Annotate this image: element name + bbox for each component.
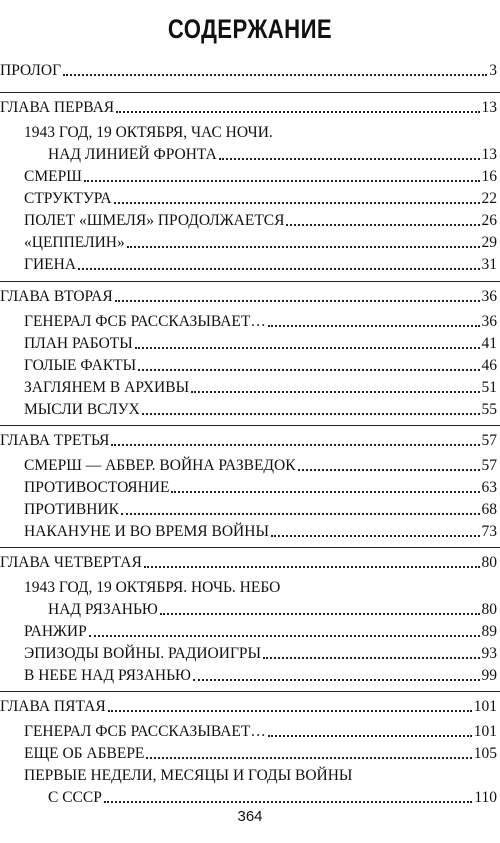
toc-entry-page: 68 [481, 501, 497, 518]
toc-entry-title: «ЦЕППЕЛИН» [24, 234, 125, 251]
dot-leader [144, 566, 480, 568]
toc-section-entry[interactable] [24, 523, 497, 541]
toc-entry-page: 93 [481, 645, 497, 662]
toc-entry-page: 36 [481, 313, 497, 330]
toc-chapter-entry[interactable] [0, 698, 497, 716]
toc-section-entry[interactable] [24, 457, 497, 475]
toc-section-entry[interactable] [24, 723, 497, 741]
toc-entry-title: ПОЛЕТ «ШМЕЛЯ» ПРОДОЛЖАЕТСЯ [24, 212, 285, 229]
dot-leader [286, 224, 479, 226]
dot-leader [127, 246, 480, 248]
dot-leader [89, 635, 480, 637]
toc-entry-title: ГЕНЕРАЛ ФСБ РАССКАЗЫВАЕТ… [24, 313, 266, 330]
page-number: 364 [237, 808, 263, 825]
dot-leader [121, 513, 480, 515]
toc-entry-page: 13 [481, 99, 497, 116]
toc-entry-title: ГЛАВА ТРЕТЬЯ [0, 432, 110, 449]
toc-entry-page: 89 [481, 623, 497, 640]
toc-section-entry[interactable] [24, 667, 497, 685]
toc-section-entry[interactable] [24, 190, 497, 208]
toc-entry-title: ПЛАН РАБОТЫ [24, 335, 133, 352]
toc-entry-page: 105 [473, 745, 497, 762]
toc-entry-title: ГЛАВА ПЕРВАЯ [0, 99, 115, 116]
toc-entry-title: ЗАГЛЯНЕМ В АРХИВЫ [24, 379, 190, 396]
toc-entry-title-line[interactable]: 1943 ГОД, 19 ОКТЯБРЯ, ЧАС НОЧИ. [24, 124, 273, 141]
toc-section-entry[interactable] [24, 745, 497, 763]
toc-entry-title: ПРОТИВНИК [24, 501, 119, 518]
chapter-divider [0, 425, 500, 426]
toc-section-entry[interactable] [48, 601, 497, 619]
dot-leader [271, 535, 480, 537]
dot-leader [135, 347, 480, 349]
toc-entry-page: 16 [481, 168, 497, 185]
dot-leader [263, 657, 479, 659]
toc-entry-page: 55 [481, 401, 497, 418]
toc-entry-page: 51 [481, 379, 497, 396]
toc-entry-title: ГЛАВА ПЯТАЯ [0, 698, 106, 715]
toc-entry-page: 26 [481, 212, 497, 229]
toc-section-entry[interactable] [24, 256, 497, 274]
toc-entry-page: 73 [481, 523, 497, 540]
toc-entry-title: ПРОТИВОСТОЯНИЕ [24, 479, 170, 496]
toc-entry-page: 99 [481, 667, 497, 684]
toc-chapter-entry[interactable] [0, 99, 497, 117]
dot-leader [114, 202, 480, 204]
toc-entry-page: 57 [481, 457, 497, 474]
dot-leader [142, 413, 480, 415]
toc-section-entry[interactable] [24, 313, 497, 331]
dot-leader [268, 735, 472, 737]
dot-leader [111, 444, 479, 446]
toc-entry-title: ПРОЛОГ [0, 62, 62, 79]
toc-section-entry[interactable] [24, 357, 497, 375]
toc-entry-page: 46 [481, 357, 497, 374]
toc-entry-title: МЫСЛИ ВСЛУХ [24, 401, 140, 418]
dot-leader [78, 268, 479, 270]
toc-entry-title: СМЕРШ [24, 168, 82, 185]
toc-entry-title: ГЛАВА ВТОРАЯ [0, 288, 113, 305]
toc-entry-title-line[interactable]: ПЕРВЫЕ НЕДЕЛИ, МЕСЯЦЫ И ГОДЫ ВОЙНЫ [24, 767, 353, 784]
chapter-divider [0, 691, 500, 692]
toc-entry-page: 80 [481, 601, 497, 618]
toc-entry-title: ЕЩЕ ОБ АБВЕРЕ [24, 745, 145, 762]
dot-leader [298, 469, 480, 471]
toc-section-entry[interactable] [48, 789, 497, 807]
page-title: СОДЕРЖАНИЕ [167, 14, 333, 44]
dot-leader [115, 300, 480, 302]
toc-entry-page: 101 [473, 723, 497, 740]
toc-chapter-entry[interactable] [0, 62, 497, 80]
toc-entry-page: 63 [481, 479, 497, 496]
toc-section-entry[interactable] [24, 379, 497, 397]
toc-entry-title: НАКАНУНЕ И ВО ВРЕМЯ ВОЙНЫ [24, 523, 269, 540]
toc-entry-page: 31 [481, 256, 497, 273]
toc-entry-title: ГОЛЫЕ ФАКТЫ [24, 357, 137, 374]
toc-entry-title-line: С СССР [48, 789, 102, 806]
dot-leader [160, 613, 480, 615]
toc-entry-title-line: НАД ЛИНИЕЙ ФРОНТА [48, 146, 217, 163]
dot-leader [84, 180, 480, 182]
chapter-divider [0, 281, 500, 282]
toc-section-entry[interactable] [24, 234, 497, 252]
toc-section-entry[interactable] [24, 645, 497, 663]
toc-section-entry[interactable] [24, 479, 497, 497]
toc-chapter-entry[interactable] [0, 288, 497, 306]
toc-entry-title: ГЛАВА ЧЕТВЕРТАЯ [0, 554, 142, 571]
toc-entry-page: 110 [474, 789, 497, 806]
toc-section-entry[interactable] [24, 401, 497, 419]
toc-entry-title: ЭПИЗОДЫ ВОЙНЫ. РАДИОИГРЫ [24, 645, 262, 662]
toc-section-entry[interactable] [48, 146, 497, 164]
toc-entry-page: 13 [481, 146, 497, 163]
toc-chapter-entry[interactable] [0, 554, 497, 572]
dot-leader [171, 491, 479, 493]
toc-section-entry[interactable] [24, 168, 497, 186]
toc-entry-title: СТРУКТУРА [24, 190, 112, 207]
dot-leader [63, 74, 487, 76]
dot-leader [191, 391, 479, 393]
toc-entry-page: 57 [481, 432, 497, 449]
toc-section-entry[interactable] [24, 501, 497, 519]
toc-entry-title: В НЕБЕ НАД РЯЗАНЬЮ [24, 667, 191, 684]
dot-leader [193, 679, 480, 681]
chapter-divider [0, 547, 500, 548]
toc-entry-title: СМЕРШ — АБВЕР. ВОЙНА РАЗВЕДОК [24, 457, 296, 474]
toc-entry-page: 29 [481, 234, 497, 251]
toc-section-entry[interactable] [24, 623, 497, 641]
dot-leader [138, 369, 479, 371]
toc-entry-title: РАНЖИР [24, 623, 87, 640]
toc-entry-page: 36 [481, 288, 497, 305]
toc-entry-title-line[interactable]: 1943 ГОД, 19 ОКТЯБРЯ. НОЧЬ. НЕБО [24, 579, 281, 596]
toc-entry-page: 22 [481, 190, 497, 207]
dot-leader [268, 325, 480, 327]
dot-leader [116, 111, 479, 113]
toc-entry-title: ГЕНЕРАЛ ФСБ РАССКАЗЫВАЕТ… [24, 723, 266, 740]
toc-entry-page: 41 [481, 335, 497, 352]
dot-leader [219, 158, 480, 160]
toc-entry-title: ГИЕНА [24, 256, 77, 273]
dot-leader [104, 801, 472, 803]
dot-leader [108, 710, 472, 712]
toc-entry-page: 3 [489, 62, 497, 79]
chapter-divider [0, 92, 500, 93]
toc-section-entry[interactable] [24, 335, 497, 353]
dot-leader [146, 757, 471, 759]
toc-entry-page: 80 [481, 554, 497, 571]
toc-entry-page: 101 [473, 698, 497, 715]
toc-section-entry[interactable] [24, 212, 497, 230]
toc-entry-title-line: НАД РЯЗАНЬЮ [48, 601, 158, 618]
toc-chapter-entry[interactable] [0, 432, 497, 450]
